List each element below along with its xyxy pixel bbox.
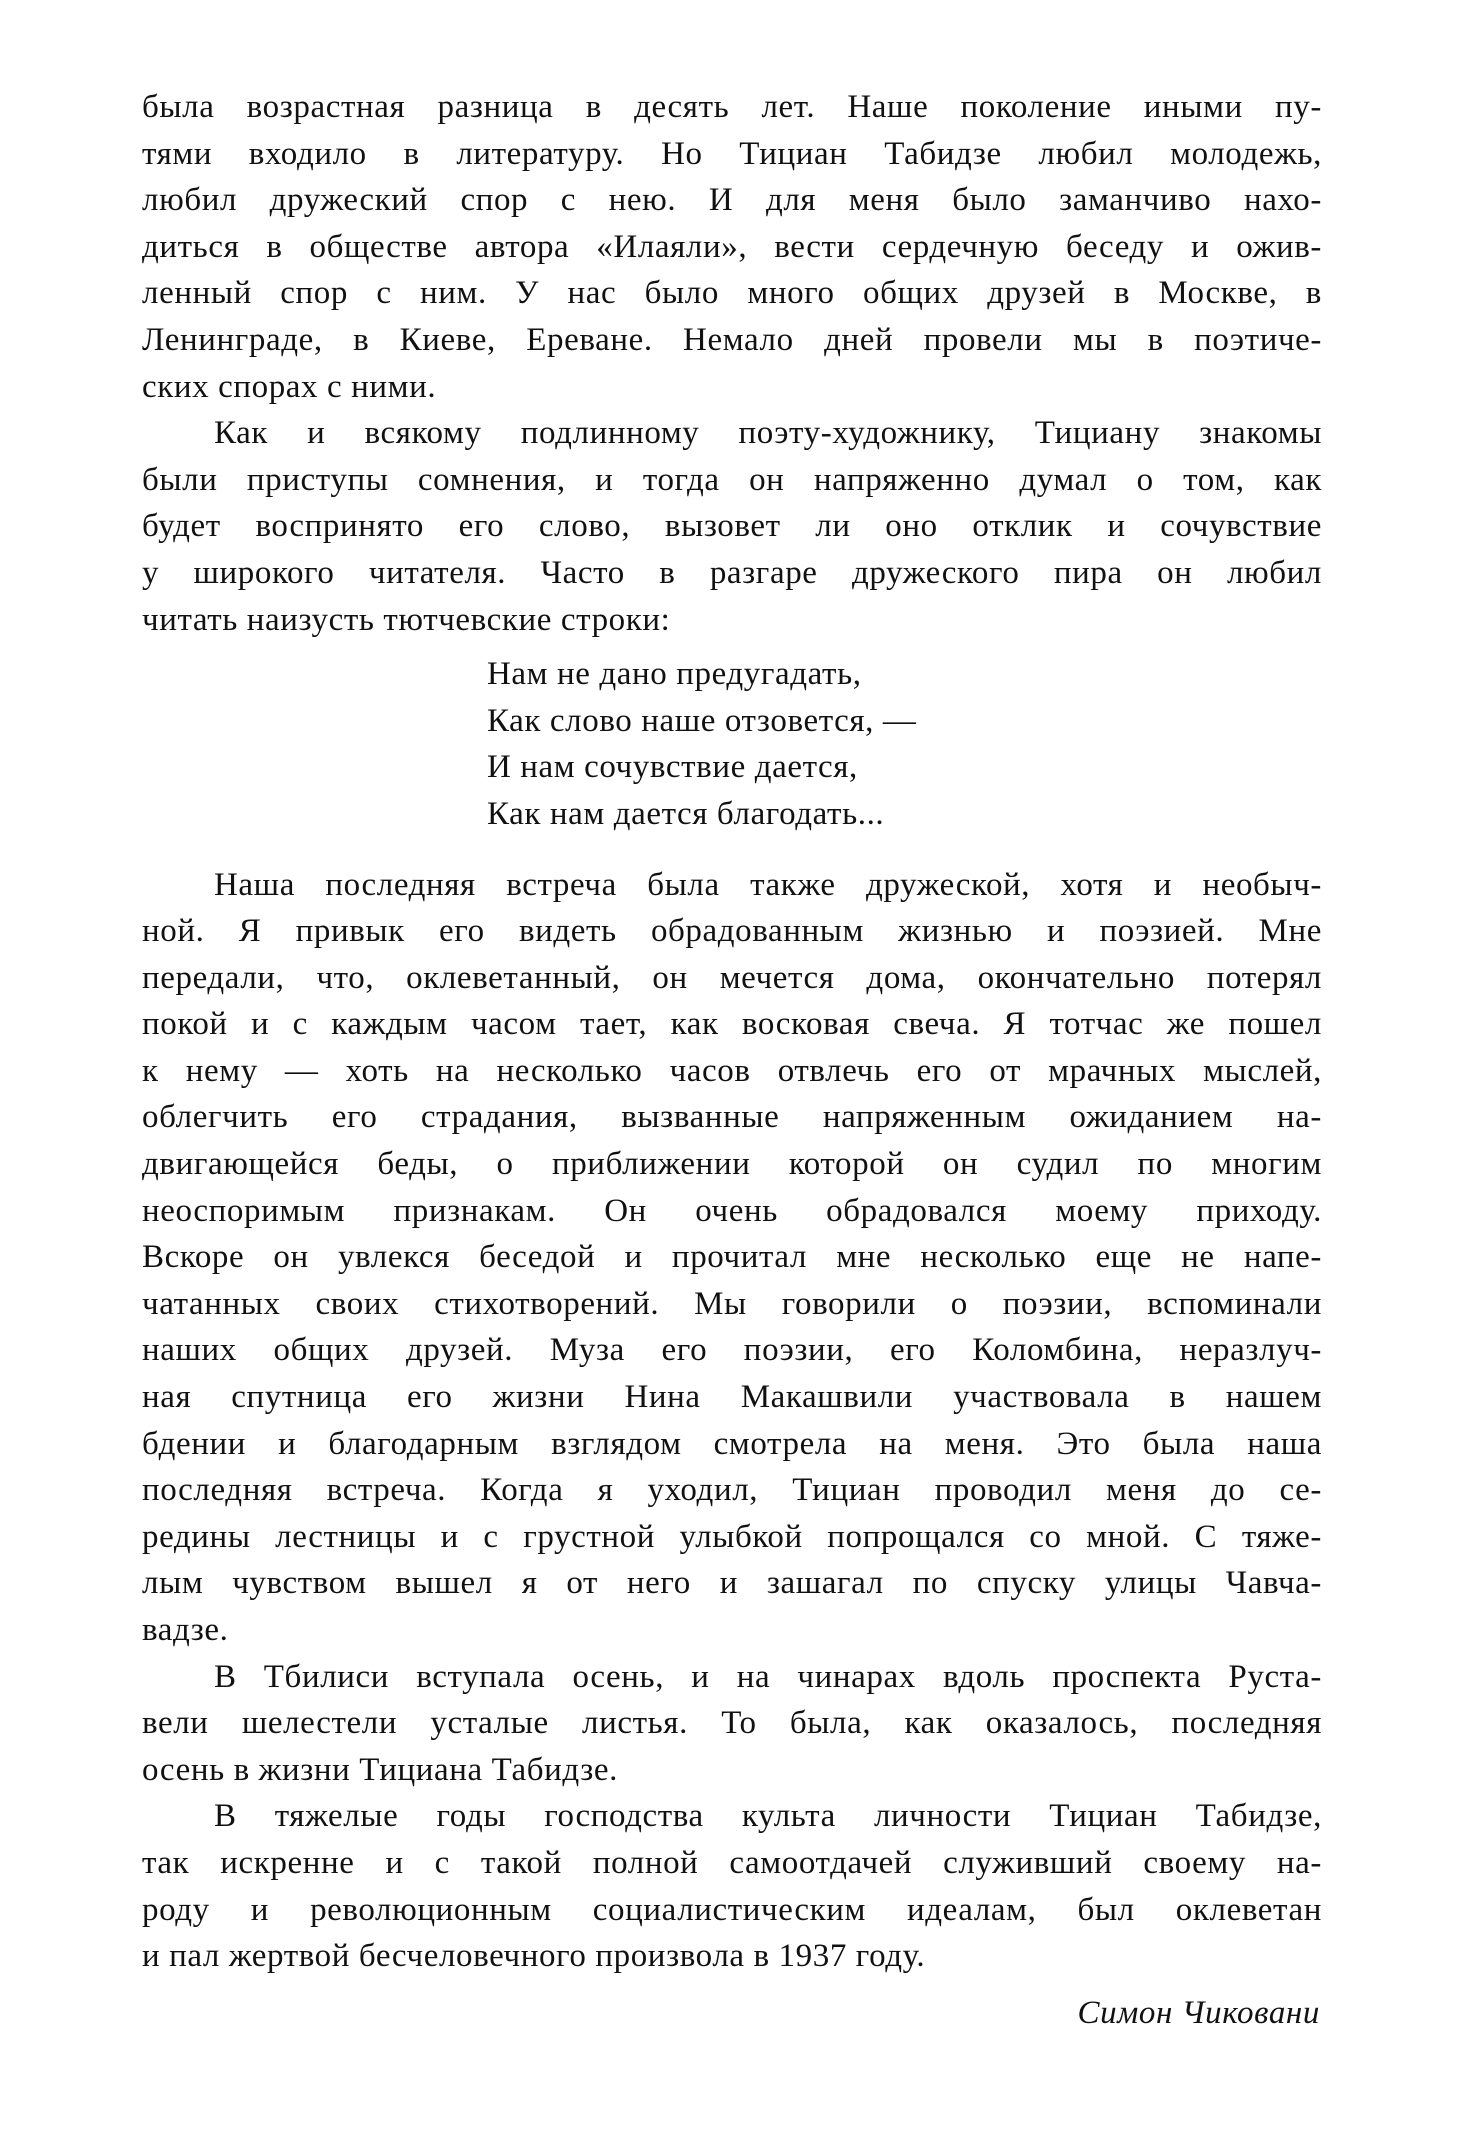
text-line: тями входило в литературу. Но Тициан Табидзе любил молодежь, bbox=[142, 135, 1322, 172]
text-line: чатанных своих стихотворений. Мы говорили о поэзии, вспоминали bbox=[142, 1285, 1322, 1322]
text-line: Ленинграде, в Киеве, Ереване. Немало дней провели мы в поэтиче- bbox=[142, 321, 1322, 358]
text-line: вели шелестели усталые листья. То была, как оказалось, последняя bbox=[142, 1705, 1322, 1742]
text-line: Как и всякому подлинному поэту-художнику, Тициану знакомы bbox=[214, 415, 1322, 452]
poem-line: Нам не дано предугадать, bbox=[487, 656, 862, 693]
poem-line: Как нам дается благодать... bbox=[487, 795, 885, 832]
text-line: передали, что, оклеветанный, он мечется дома, окончательно потерял bbox=[142, 959, 1322, 996]
text-line: у широкого читателя. Часто в разгаре дружеского пира он любил bbox=[142, 554, 1322, 591]
text-line: облегчить его страдания, вызванные напряженным ожиданием на- bbox=[142, 1099, 1322, 1136]
text-line: редины лестницы и с грустной улыбкой попрощался со мной. С тяже- bbox=[142, 1518, 1322, 1555]
paragraph bbox=[142, 862, 1322, 1654]
text-line: диться в обществе автора «Илаяли», вести сердечную беседу и ожив- bbox=[142, 228, 1322, 265]
paragraph bbox=[142, 1793, 1322, 1979]
text-line: и пал жертвой бесчеловечного произвола в 1937 году. bbox=[142, 1938, 926, 1975]
text-line: Наша последняя встреча была также дружеской, хотя и необыч- bbox=[214, 866, 1322, 903]
poem-quote bbox=[487, 651, 1322, 837]
text-line: была возрастная разница в десять лет. Наше поколение иными пу- bbox=[142, 89, 1322, 125]
text-line: будет воспринято его слово, вызовет ли оно отклик и сочувствие bbox=[142, 508, 1322, 545]
text-line: ной. Я привык его видеть обрадованным жизнью и поэзией. Мне bbox=[142, 913, 1322, 950]
text-line: роду и революционным социалистическим идеалам, был оклеветан bbox=[142, 1891, 1322, 1928]
text-line: так искренне и с такой полной самоотдачей служивший своему на- bbox=[142, 1844, 1322, 1881]
text-line: В тяжелые годы господства культа личности Тициан Табидзе, bbox=[214, 1798, 1322, 1835]
text-line: ских спорах с ними. bbox=[142, 368, 437, 405]
text-line: ленный спор с ним. У нас было много общих друзей в Москве, в bbox=[142, 275, 1322, 312]
text-line: лым чувством вышел я от него и зашагал по спуску улицы Чавча- bbox=[142, 1565, 1322, 1602]
paragraph bbox=[142, 1654, 1322, 1794]
text-line: В Тбилиси вступала осень, и на чинарах вдоль проспекта Руста- bbox=[214, 1658, 1322, 1695]
paragraph bbox=[142, 84, 1322, 410]
poem-line: Как слово наше отзовется, — bbox=[487, 702, 917, 739]
paragraphs-after-poem bbox=[142, 862, 1322, 1980]
text-line: наших общих друзей. Муза его поэзии, его Коломбина, неразлуч- bbox=[142, 1332, 1322, 1369]
text-line: неоспоримым признакам. Он очень обрадовался моему приходу. bbox=[142, 1192, 1322, 1229]
paragraph bbox=[142, 410, 1322, 643]
text-line: покой и с каждым часом тает, как восковая свеча. Я тотчас же пошел bbox=[142, 1006, 1322, 1043]
text-line: ная спутница его жизни Нина Макашвили участвовала в нашем bbox=[142, 1379, 1322, 1416]
text-line: бдении и благодарным взглядом смотрела на меня. Это была наша bbox=[142, 1425, 1322, 1462]
text-line: последняя встреча. Когда я уходил, Тициан проводил меня до се- bbox=[142, 1472, 1322, 1509]
document-text bbox=[142, 84, 1322, 2036]
text-line: к нему — хоть на несколько часов отвлечь его от мрачных мыслей, bbox=[142, 1052, 1322, 1089]
text-line: осень в жизни Тициана Табидзе. bbox=[142, 1751, 618, 1788]
poem-line: И нам сочувствие дается, bbox=[487, 749, 858, 786]
text-line: были приступы сомнения, и тогда он напряженно думал о том, как bbox=[142, 461, 1322, 498]
text-line: вадзе. bbox=[142, 1612, 229, 1648]
text-line: двигающейся беды, о приближении которой он судил по многим bbox=[142, 1146, 1322, 1183]
author-signature: Симон Чиковани bbox=[1077, 1994, 1320, 2031]
text-line: Вскоре он увлекся беседой и прочитал мне несколько еще не напе- bbox=[142, 1239, 1322, 1276]
text-line: читать наизусть тютчевские строки: bbox=[142, 601, 671, 638]
paragraphs-before-poem bbox=[142, 84, 1322, 643]
text-line: любил дружеский спор с нею. И для меня было заманчиво нахо- bbox=[142, 182, 1322, 219]
